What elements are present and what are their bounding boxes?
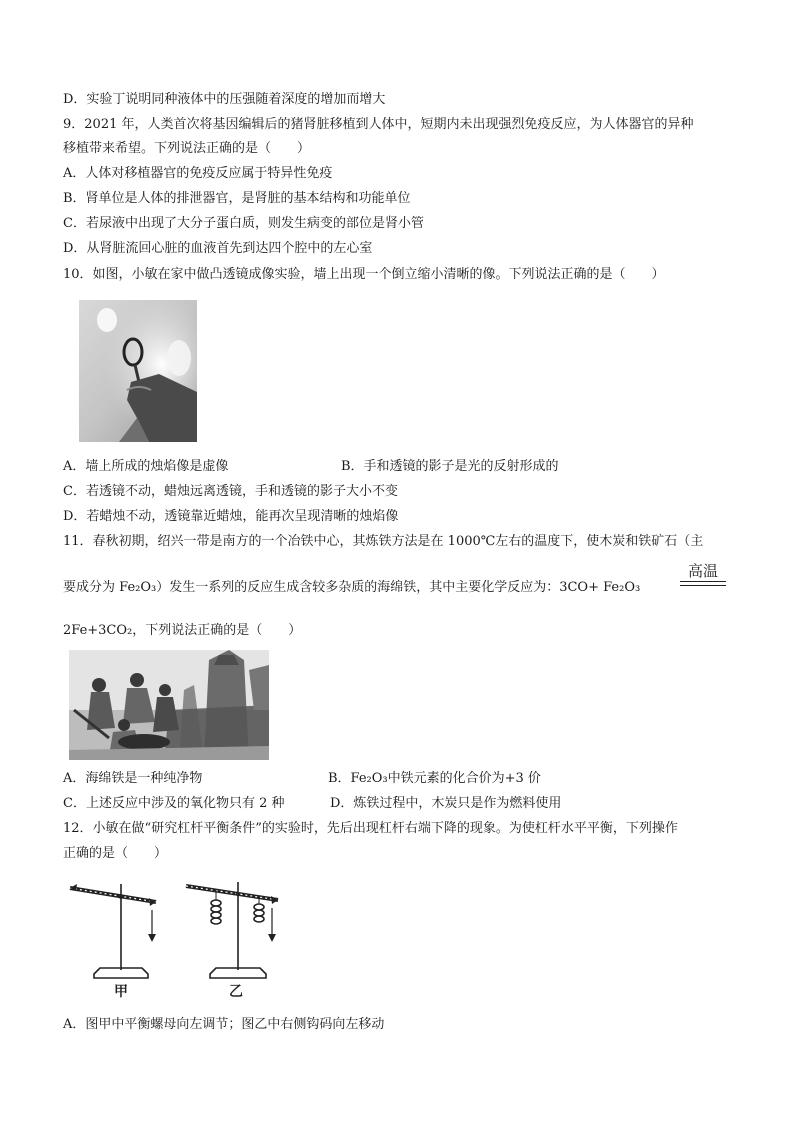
q12-stem-line1: 12．小敏在做“研究杠杆平衡条件”的实验时，先后出现杠杆右端下降的现象。为使杠杆水平平衡，下列操作 xyxy=(63,821,678,836)
lever-yi-label: 乙 xyxy=(229,984,243,1000)
q11-stem-line3: 2Fe+3CO₂，下列说法正确的是（ ） xyxy=(63,623,302,638)
q10-option-d: D．若蜡烛不动，透镜靠近蜡烛，能再次呈现清晰的烛焰像 xyxy=(63,509,399,524)
q10-option-a: A．墙上所成的烛焰像是虚像 xyxy=(63,459,229,474)
lens-experiment-photo xyxy=(79,300,197,442)
q12-option-a: A．图甲中平衡螺母向左调节；图乙中右侧钩码向左移动 xyxy=(63,1017,385,1032)
q11-stem-line2: 要成分为 Fe₂O₃）发生一系列的反应生成含较多杂质的海绵铁，其中主要化学反应为：3CO+ Fe₂O₃ xyxy=(63,580,641,595)
q11-option-c: C．上述反应中涉及的氧化物只有 2 种 xyxy=(63,796,285,811)
q11-option-d: D．炼铁过程中，木炭只是作为燃料使用 xyxy=(330,796,562,811)
lever-jia-label: 甲 xyxy=(114,984,128,1000)
iron-smelting-photo xyxy=(69,650,269,760)
reaction-equals-top xyxy=(680,581,726,582)
smelting-photo-drawing xyxy=(69,650,269,760)
q10-option-b: B．手和透镜的影子是光的反射形成的 xyxy=(341,459,559,474)
q11-option-b: B．Fe₂O₃中铁元素的化合价为+3 价 xyxy=(328,771,541,786)
lever-figure-yi xyxy=(186,882,278,1000)
reaction-condition: 高温 xyxy=(688,562,719,580)
q8-option-d: D．实验丁说明同种液体中的压强随着深度的增加而增大 xyxy=(63,92,386,107)
q9-option-b: B．肾单位是人体的排泄器官，是肾脏的基本结构和功能单位 xyxy=(63,191,411,206)
q11-stem-line1: 11．春秋初期，绍兴一带是南方的一个冶铁中心，其炼铁方法是在 1000℃左右的温度下，使木炭和铁矿石（主 xyxy=(63,534,704,549)
q9-option-d: D．从肾脏流回心脏的血液首先到达四个腔中的左心室 xyxy=(63,241,373,256)
q9-option-a: A．人体对移植器官的免疫反应属于特异性免疫 xyxy=(63,166,333,181)
q9-stem-line1: 9．2021 年，人类首次将基因编辑后的猪肾脏移植到人体中，短期内未出现强烈免疫反应，为人体器官的异种 xyxy=(63,117,694,132)
q10-stem: 10．如图，小敏在家中做凸透镜成像实验，墙上出现一个倒立缩小清晰的像。下列说法正确的是（ ） xyxy=(63,267,665,282)
q12-stem-line2: 正确的是（ ） xyxy=(63,846,168,861)
lens-photo-drawing xyxy=(79,300,197,442)
q10-option-c: C．若透镜不动，蜡烛远离透镜，手和透镜的影子大小不变 xyxy=(63,484,398,499)
lever-figure-jia xyxy=(70,884,156,1000)
reaction-equals-bottom xyxy=(680,585,726,586)
lever-diagrams xyxy=(66,878,306,1000)
q11-option-a: A．海绵铁是一种纯净物 xyxy=(63,771,203,786)
q9-stem-line2: 移植带来希望。下列说法正确的是（ ） xyxy=(63,141,311,156)
q9-option-c: C．若尿液中出现了大分子蛋白质，则发生病变的部位是肾小管 xyxy=(63,216,424,231)
